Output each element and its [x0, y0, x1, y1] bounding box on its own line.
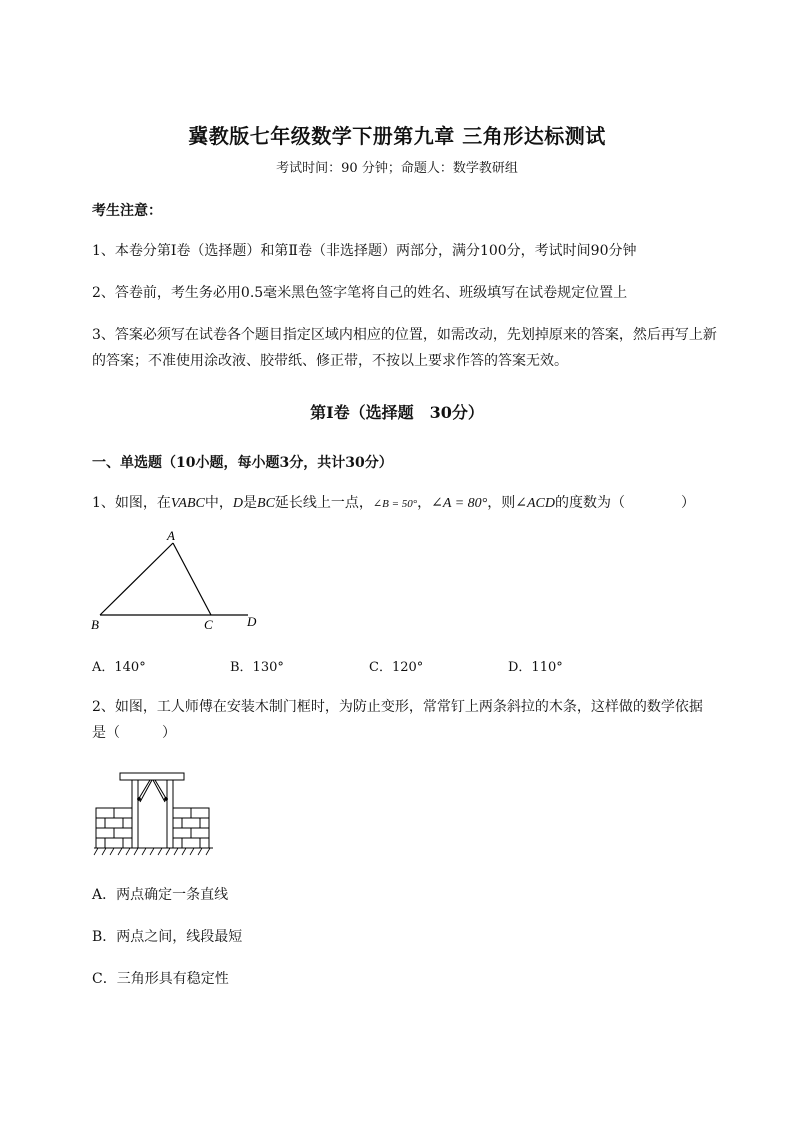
- q1-text: 是: [243, 495, 258, 511]
- side-ac: [173, 543, 211, 615]
- label-c: C: [204, 617, 213, 632]
- q1-option-a[interactable]: A．140°: [92, 660, 146, 675]
- q1-angle-a: ∠A = 80°: [431, 496, 488, 511]
- q1-option-b[interactable]: B．130°: [230, 660, 284, 675]
- label-a: A: [167, 528, 175, 543]
- q1-text: 延长线上一点，: [274, 495, 373, 511]
- q1-angle-b: ∠B = 50°: [372, 498, 418, 510]
- exam-info: 考试时间：90 分钟；命题人：数学教研组: [276, 161, 518, 176]
- section-title: 一、单选题（10小题，每小题3分，共计30分）: [92, 455, 393, 471]
- q1-text: ，: [417, 495, 432, 511]
- question-2-line2: 是（ ）: [92, 725, 176, 741]
- triangle-figure: [85, 528, 275, 638]
- label-d: D: [247, 614, 257, 629]
- q1-angle-acd: ∠ACD: [515, 496, 555, 511]
- q1-triangle: VABC: [170, 496, 205, 511]
- q2-option-a[interactable]: A．两点确定一条直线: [92, 887, 229, 903]
- q1-text: ，则: [487, 495, 516, 511]
- q1-text: 的度数为（ ）: [554, 495, 695, 511]
- q1-option-c[interactable]: C．120°: [369, 660, 424, 675]
- note-item-1: 1、本卷分第Ⅰ卷（选择题）和第Ⅱ卷（非选择题）两部分，满分100分，考试时间90分钟: [92, 243, 637, 259]
- q2-option-b[interactable]: B．两点之间，线段最短: [92, 929, 243, 945]
- part-title: 第Ⅰ卷（选择题 30分）: [310, 403, 484, 422]
- question-1: [92, 490, 695, 517]
- q1-option-d[interactable]: D．110°: [508, 660, 563, 675]
- door-frame-figure: [92, 770, 217, 858]
- side-ab: [100, 543, 173, 615]
- page-title: 冀教版七年级数学下册第九章 三角形达标测试: [188, 124, 606, 148]
- q1-segment-bc: BC: [257, 496, 275, 511]
- note-item-3-cont: 的答案；不准使用涂改液、胶带纸、修正带，不按以上要求作答的答案无效。: [92, 353, 568, 369]
- question-2-line1: 2、如图，工人师傅在安装木制门框时，为防止变形，常常钉上两条斜拉的木条，这样做的数学依据: [92, 699, 703, 715]
- q1-text: 1、如图，在: [92, 495, 171, 511]
- notes-heading: 考生注意：: [92, 203, 162, 219]
- q2-option-c[interactable]: C．三角形具有稳定性: [92, 971, 229, 987]
- note-item-2: 2、答卷前，考生务必用0.5毫米黑色签字笔将自己的姓名、班级填写在试卷规定位置上: [92, 285, 628, 301]
- q1-text: 中，: [204, 495, 233, 511]
- note-item-3: 3、答案必须写在试卷各个题目指定区域内相应的位置，如需改动，先划掉原来的答案，然后再写上新: [92, 327, 717, 343]
- label-b: B: [91, 617, 99, 632]
- q1-point-d: D: [232, 496, 244, 511]
